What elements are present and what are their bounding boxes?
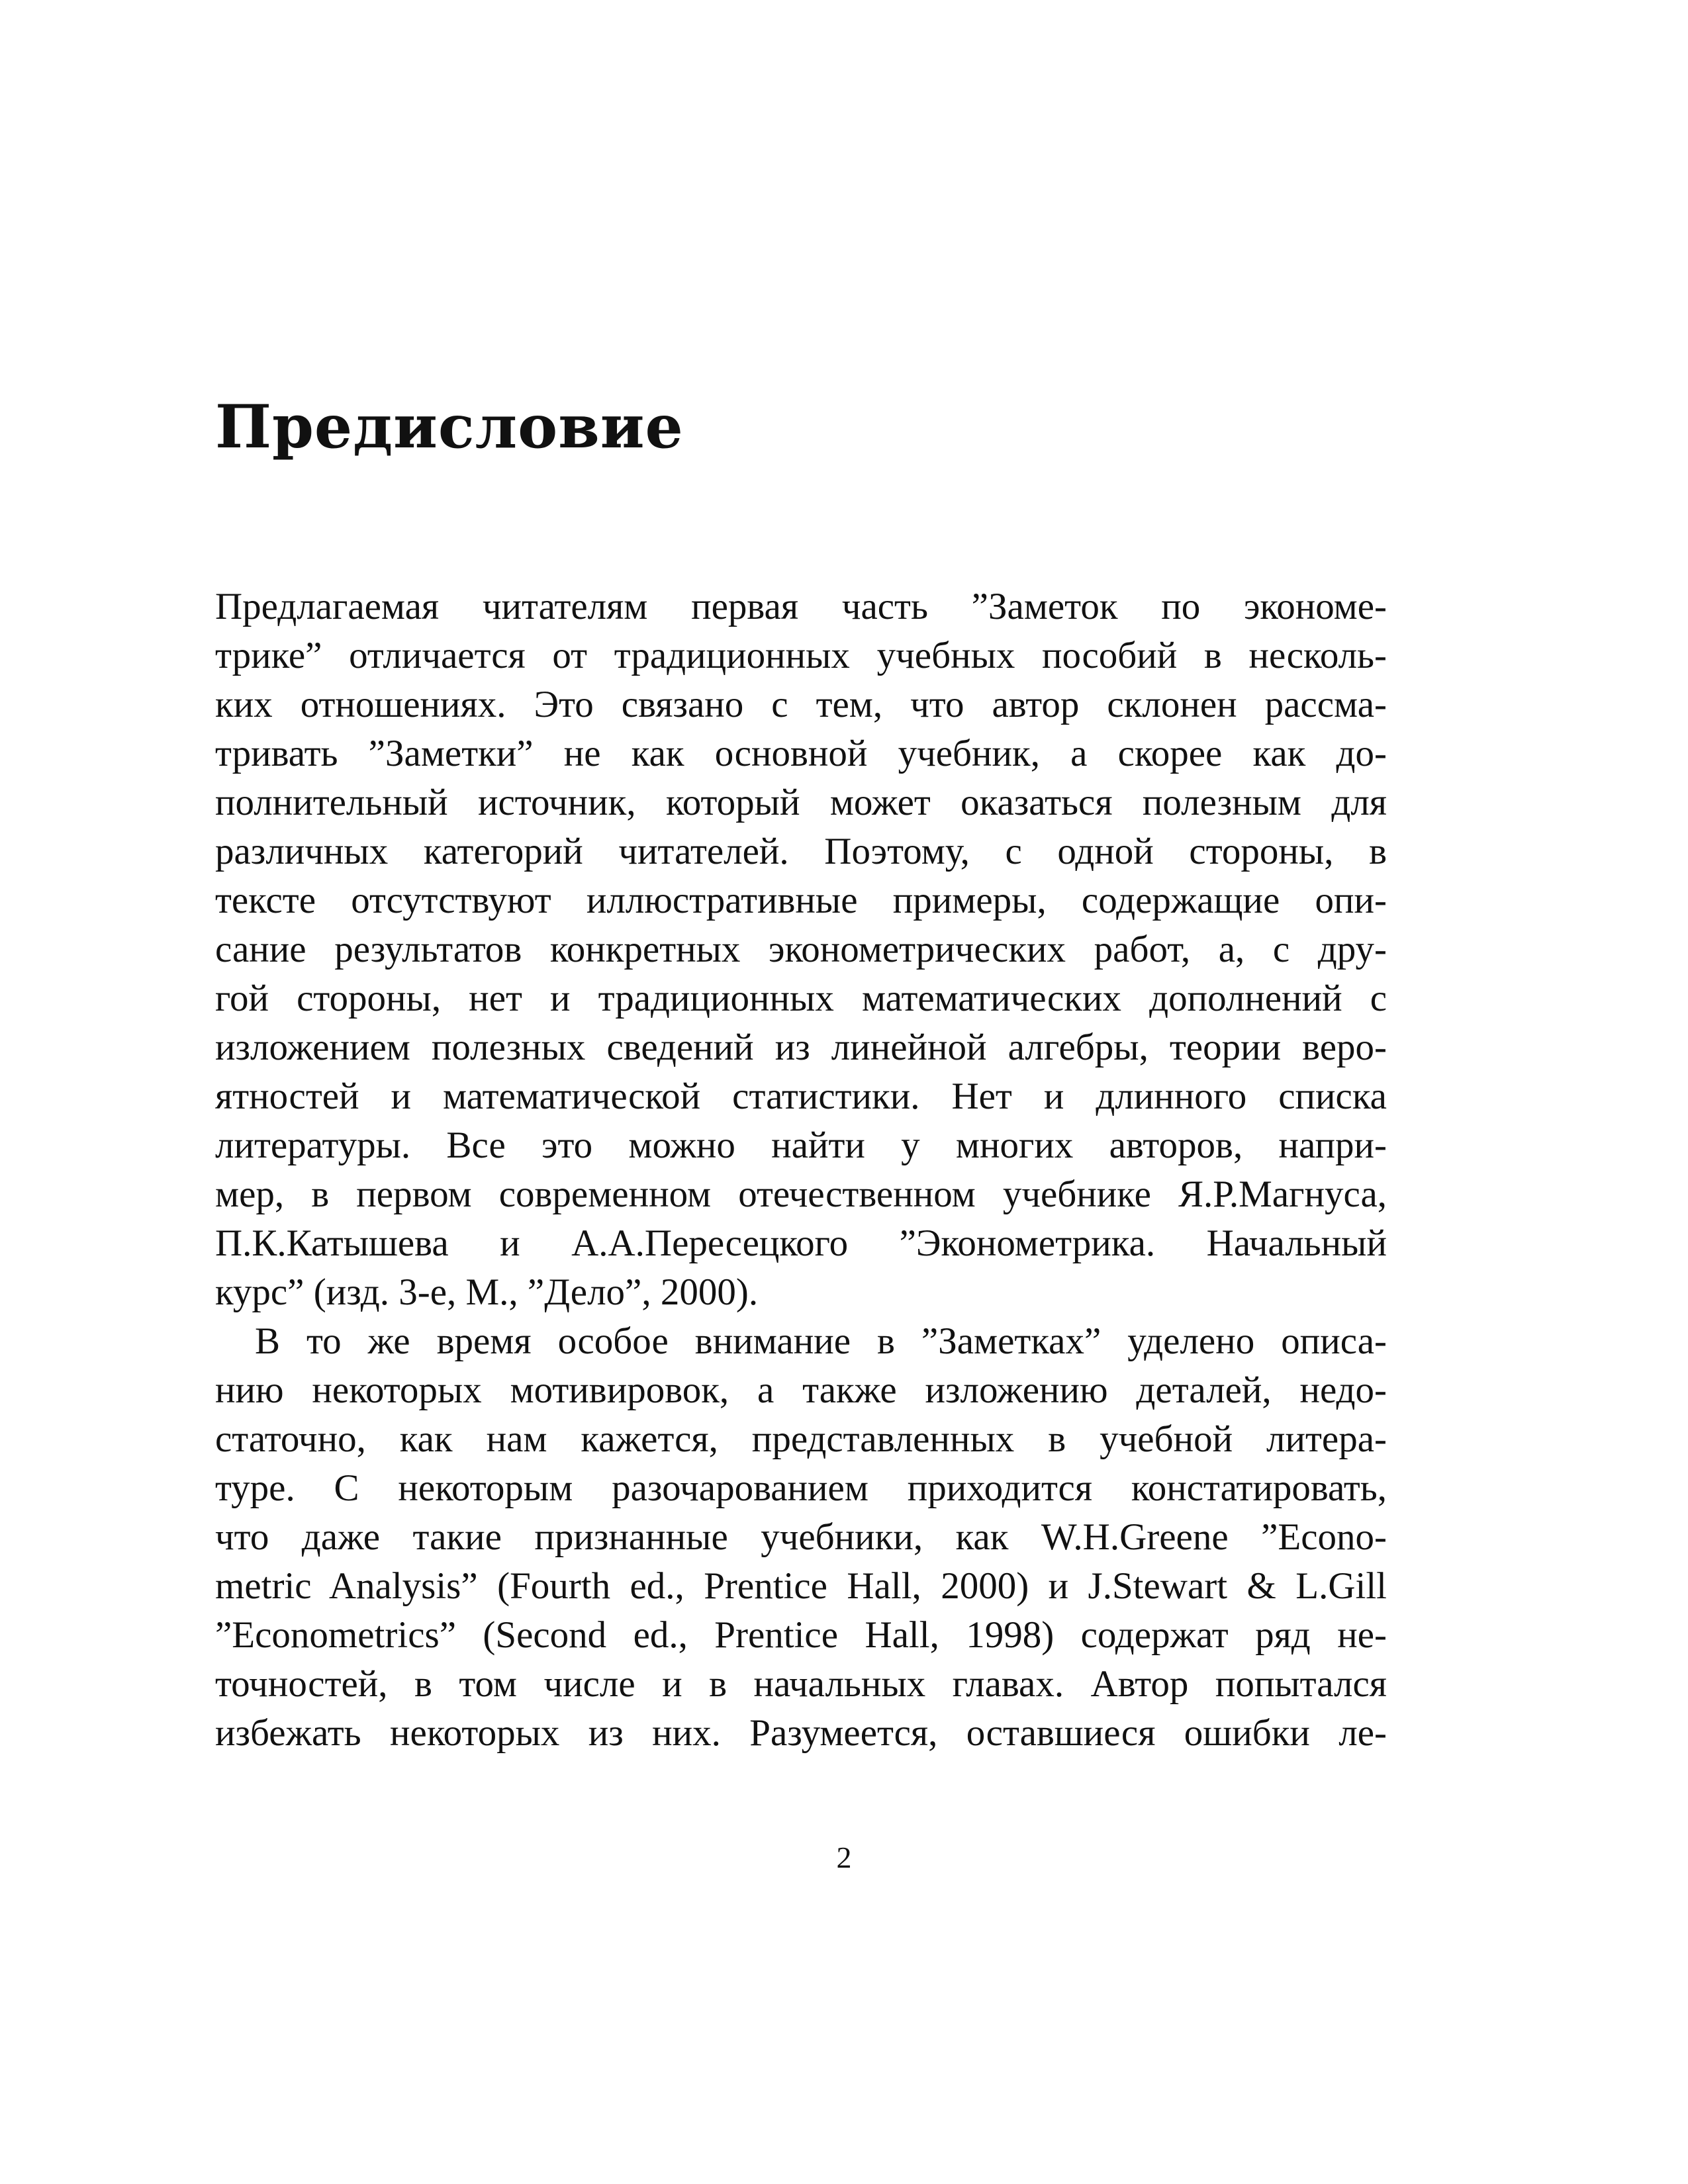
- text-line: сание результатов конкретных эконометрических работ, а, с дру-: [215, 929, 1387, 970]
- text-line: изложением полезных сведений из линейной алгебры, теории веро-: [215, 1026, 1387, 1068]
- text-line: ких отношениях. Это связано с тем, что автор склонен рассма-: [215, 684, 1387, 725]
- text-line: различных категорий читателей. Поэтому, с одной стороны, в: [215, 831, 1387, 872]
- text-line: точностей, в том числе и в начальных главах. Автор попытался: [215, 1663, 1387, 1705]
- text-line: П.К.Катышева и А.А.Пересецкого ”Эконометрика. Начальный: [215, 1222, 1387, 1264]
- text-line: статочно, как нам кажется, представленных в учебной литера-: [215, 1418, 1387, 1460]
- text-line: что даже такие признанные учебники, как W.H.Greene ”Econo-: [215, 1516, 1387, 1558]
- text-line: тривать ”Заметки” не как основной учебник, а скорее как до-: [215, 733, 1387, 774]
- text-line: литературы. Все это можно найти у многих авторов, напри-: [215, 1124, 1387, 1166]
- paragraph: [215, 1317, 1387, 1758]
- text-line: мер, в первом современном отечественном учебнике Я.Р.Магнуса,: [215, 1173, 1387, 1215]
- text-line: нию некоторых мотивировок, а также изложению деталей, недо-: [215, 1369, 1387, 1411]
- body-text: [215, 582, 1387, 1758]
- page-number: 2: [836, 1841, 852, 1874]
- text-line: ”Econometrics” (Second ed., Prentice Hall, 1998) содержат ряд не-: [215, 1614, 1387, 1656]
- text-line: курс” (изд. 3-е, М., ”Дело”, 2000).: [215, 1271, 759, 1313]
- text-line: тексте отсутствуют иллюстративные примеры, содержащие опи-: [215, 880, 1387, 921]
- text-line: избежать некоторых из них. Разумеется, оставшиеся ошибки ле-: [215, 1712, 1387, 1754]
- text-line: ятностей и математической статистики. Нет и длинного списка: [215, 1075, 1387, 1117]
- text-line: трике” отличается от традиционных учебных пособий в несколь-: [215, 635, 1387, 676]
- text-line: туре. С некоторым разочарованием приходится констатировать,: [215, 1467, 1387, 1509]
- page-title: Предисловие: [215, 392, 684, 462]
- text-line: Предлагаемая читателям первая часть ”Заметок по экономе-: [215, 586, 1387, 627]
- text-line: metric Analysis” (Fourth ed., Prentice Hall, 2000) и J.Stewart & L.Gill: [215, 1565, 1387, 1607]
- text-line: В то же время особое внимание в ”Заметках” уделено описа-: [255, 1320, 1387, 1362]
- text-line: полнительный источник, который может оказаться полезным для: [215, 782, 1387, 823]
- paragraph: [215, 582, 1387, 1317]
- text-line: гой стороны, нет и традиционных математических дополнений с: [215, 978, 1387, 1019]
